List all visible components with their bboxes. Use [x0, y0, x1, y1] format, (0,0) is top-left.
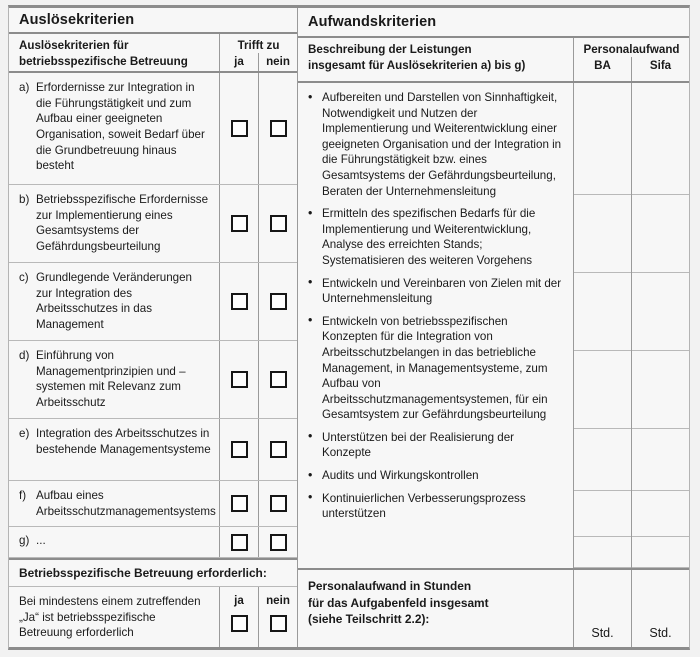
left-header-line2: betriebsspezifische Betreuung	[19, 54, 188, 68]
effort-cell-sifa-f[interactable]	[632, 491, 689, 537]
criterion-letter-g: g)	[19, 534, 30, 548]
list-item: • Unterstützen bei der Realisierung der Konzepte	[308, 430, 564, 461]
result-description: Bei mindestens einem zutreffenden „Ja“ ist betriebsspezifische Betreuung erforderlich	[19, 595, 201, 640]
result-option-nein[interactable]	[258, 587, 297, 647]
list-item: • Ermitteln des spezifischen Bedarfs für die Implementierung und Weiterentwicklung, Analyse des erreichten Stands; Systematisieren des weiteren Vorgehens	[308, 206, 564, 268]
criterion-letter-b: b)	[19, 193, 30, 207]
checkbox-cell-a-ja[interactable]	[219, 73, 258, 184]
list-item: • Aufbereiten und Darstellen von Sinnhaftigkeit, Notwendigkeit und Nutzen der Implementierung und Weiterentwicklung einer geeigneten Organisation und der Integration in die Führungstätigkeit bzw. eines Gesamtsystems der Gefährdungsbeurteilung, Beraten der Unternehmensleitung	[308, 90, 564, 199]
criterion-text-c	[9, 263, 219, 340]
column-header-ja: ja	[234, 55, 244, 69]
total-label-line2: für das Aufgabenfeld insgesamt	[308, 595, 489, 610]
total-effort-block	[298, 568, 689, 647]
result-option-ja[interactable]	[219, 587, 258, 647]
effort-column-ba	[573, 83, 631, 568]
checkbox-c-nein[interactable]	[270, 293, 287, 310]
table-row	[9, 341, 297, 419]
list-item: • Entwickeln und Vereinbaren von Zielen mit der Unternehmensleitung	[308, 276, 564, 307]
table-row	[9, 527, 297, 558]
right-header-label	[298, 38, 573, 81]
personalaufwand-group	[573, 38, 689, 81]
checkbox-d-ja[interactable]	[231, 371, 248, 388]
right-header-line2: insgesamt für Auslösekriterien a) bis g)	[308, 58, 526, 72]
table-row	[9, 419, 297, 481]
criterion-text-b	[9, 185, 219, 262]
checkbox-cell-b-nein[interactable]	[258, 185, 297, 262]
effort-column-sifa	[631, 83, 689, 568]
criterion-label-e: Integration des Arbeitsschutzes in bestehende Managementsysteme	[36, 427, 211, 456]
left-panel	[9, 8, 298, 647]
personalaufwand-title: Personalaufwand	[583, 43, 680, 56]
right-panel-title: Aufwandskriterien	[298, 8, 689, 38]
list-item: • Kontinuierlichen Verbesserungsprozess unterstützen	[308, 491, 564, 522]
criterion-letter-a: a)	[19, 81, 30, 95]
criterion-text-f	[9, 481, 219, 526]
checkbox-g-ja[interactable]	[231, 534, 248, 551]
left-panel-title: Auslösekriterien	[9, 8, 297, 34]
criterion-label-b: Betriebsspezifische Erfordernisse zur Implementierung eines Gesamtsystems der Gefährdungsbeurteilung	[36, 193, 209, 253]
criterion-letter-e: e)	[19, 427, 30, 441]
checkbox-f-nein[interactable]	[270, 495, 287, 512]
result-label-nein: nein	[266, 594, 290, 608]
effort-cell-ba-g[interactable]	[574, 537, 631, 568]
criterion-text-a	[9, 73, 219, 184]
column-header-nein: nein	[258, 53, 297, 71]
checkbox-a-nein[interactable]	[270, 120, 287, 137]
total-input-ba[interactable]	[573, 570, 631, 647]
criterion-label-d: Einführung von Managementprinzipien und –systemen mit Relevanz zum Arbeitsschutz	[36, 349, 186, 409]
checkbox-cell-e-nein[interactable]	[258, 419, 297, 480]
effort-cell-ba-c[interactable]	[574, 273, 631, 351]
list-item: • Audits und Wirkungskontrollen	[308, 468, 564, 484]
checkbox-e-nein[interactable]	[270, 441, 287, 458]
checkbox-g-nein[interactable]	[270, 534, 287, 551]
table-row	[9, 263, 297, 341]
criteria-table	[8, 5, 690, 650]
criterion-label-a: Erfordernisse zur Integration in die Führungstätigkeit und zum Aufbau einer geeigneten Organisation, soweit Bedarf über die Grundbetreuung hinaus besteht	[36, 81, 205, 173]
checkbox-b-ja[interactable]	[231, 215, 248, 232]
criterion-text-g	[9, 527, 219, 557]
criterion-letter-d: d)	[19, 349, 30, 363]
result-row	[9, 587, 297, 647]
criteria-rows	[9, 73, 297, 558]
column-header-ba: BA	[594, 59, 611, 72]
personalaufwand-subheaders	[574, 57, 689, 81]
left-header-label	[9, 34, 219, 71]
effort-cell-ba-b[interactable]	[574, 195, 631, 273]
criterion-text-d	[9, 341, 219, 418]
criterion-label-f: Aufbau eines Arbeitsschutzmanagementsystems	[36, 489, 216, 518]
checkbox-cell-d-nein[interactable]	[258, 341, 297, 418]
services-description-area	[298, 83, 689, 568]
trifft-zu-subheaders	[220, 53, 297, 71]
effort-cell-ba-e[interactable]	[574, 429, 631, 491]
checkbox-f-ja[interactable]	[231, 495, 248, 512]
checkbox-cell-f-ja[interactable]	[219, 481, 258, 526]
result-checkbox-cell-ja[interactable]	[231, 608, 248, 647]
left-header-line1: Auslösekriterien für	[19, 39, 129, 53]
effort-cell-sifa-c[interactable]	[632, 273, 689, 351]
effort-cell-ba-a[interactable]	[574, 83, 631, 195]
checkbox-cell-c-nein[interactable]	[258, 263, 297, 340]
checkbox-cell-f-nein[interactable]	[258, 481, 297, 526]
effort-columns	[573, 83, 689, 568]
result-section-title: Betriebsspezifische Betreuung erforderlich:	[9, 558, 297, 587]
table-row	[9, 73, 297, 185]
checkbox-cell-c-ja[interactable]	[219, 263, 258, 340]
list-item: • Entwickeln von betriebsspezifischen Konzepten für die Integration von Arbeitsschutzbelangen in das betriebliche Management, in Managementsysteme, zum Aufbau von Arbeitsschutzmanagementsystemen, für ein Gesamtsystem zur Gefährdungsbeurteilung	[308, 314, 564, 423]
table-row	[9, 481, 297, 527]
unit-label-sifa: Std.	[649, 626, 672, 640]
checkbox-cell-d-ja[interactable]	[219, 341, 258, 418]
criterion-text-e	[9, 419, 219, 480]
right-header-line1: Beschreibung der Leistungen	[308, 43, 472, 56]
right-panel-header	[298, 38, 689, 83]
services-bullet-list	[308, 90, 564, 522]
total-label-line3: (siehe Teilschritt 2.2):	[308, 612, 430, 626]
criterion-label-g: ...	[36, 534, 46, 548]
unit-label-ba: Std.	[591, 626, 614, 640]
effort-cell-sifa-d[interactable]	[632, 351, 689, 429]
right-panel	[298, 8, 689, 647]
services-list-cell	[298, 83, 573, 568]
checkbox-cell-g-ja[interactable]	[219, 527, 258, 557]
total-effort-label	[298, 570, 573, 647]
result-label-ja: ja	[234, 594, 244, 608]
criterion-letter-f: f)	[19, 489, 27, 503]
table-row	[9, 185, 297, 263]
checkbox-a-ja[interactable]	[231, 120, 248, 137]
checkbox-cell-g-nein[interactable]	[258, 527, 297, 557]
criterion-label-c: Grundlegende Veränderungen zur Integration des Arbeitsschutzes in das Management	[36, 271, 193, 331]
checkbox-d-nein[interactable]	[270, 371, 287, 388]
checkbox-cell-a-nein[interactable]	[258, 73, 297, 184]
effort-cell-sifa-g[interactable]	[632, 537, 689, 568]
effort-cell-ba-d[interactable]	[574, 351, 631, 429]
checkbox-e-ja[interactable]	[231, 441, 248, 458]
left-panel-header	[9, 34, 297, 73]
trifft-zu-title: Trifft zu	[237, 39, 280, 53]
effort-cell-sifa-b[interactable]	[632, 195, 689, 273]
result-checkbox-cell-nein[interactable]	[270, 608, 287, 647]
checkbox-cell-b-ja[interactable]	[219, 185, 258, 262]
total-input-sifa[interactable]	[631, 570, 689, 647]
checkbox-result-ja[interactable]	[231, 615, 248, 632]
criterion-letter-c: c)	[19, 271, 29, 285]
checkbox-result-nein[interactable]	[270, 615, 287, 632]
trifft-zu-group	[219, 34, 297, 71]
checkbox-b-nein[interactable]	[270, 215, 287, 232]
checkbox-cell-e-ja[interactable]	[219, 419, 258, 480]
checkbox-c-ja[interactable]	[231, 293, 248, 310]
effort-cell-sifa-e[interactable]	[632, 429, 689, 491]
column-header-sifa: Sifa	[631, 57, 689, 81]
effort-cell-ba-f[interactable]	[574, 491, 631, 537]
total-label-line1: Personalaufwand in Stunden	[308, 579, 472, 593]
effort-cell-sifa-a[interactable]	[632, 83, 689, 195]
